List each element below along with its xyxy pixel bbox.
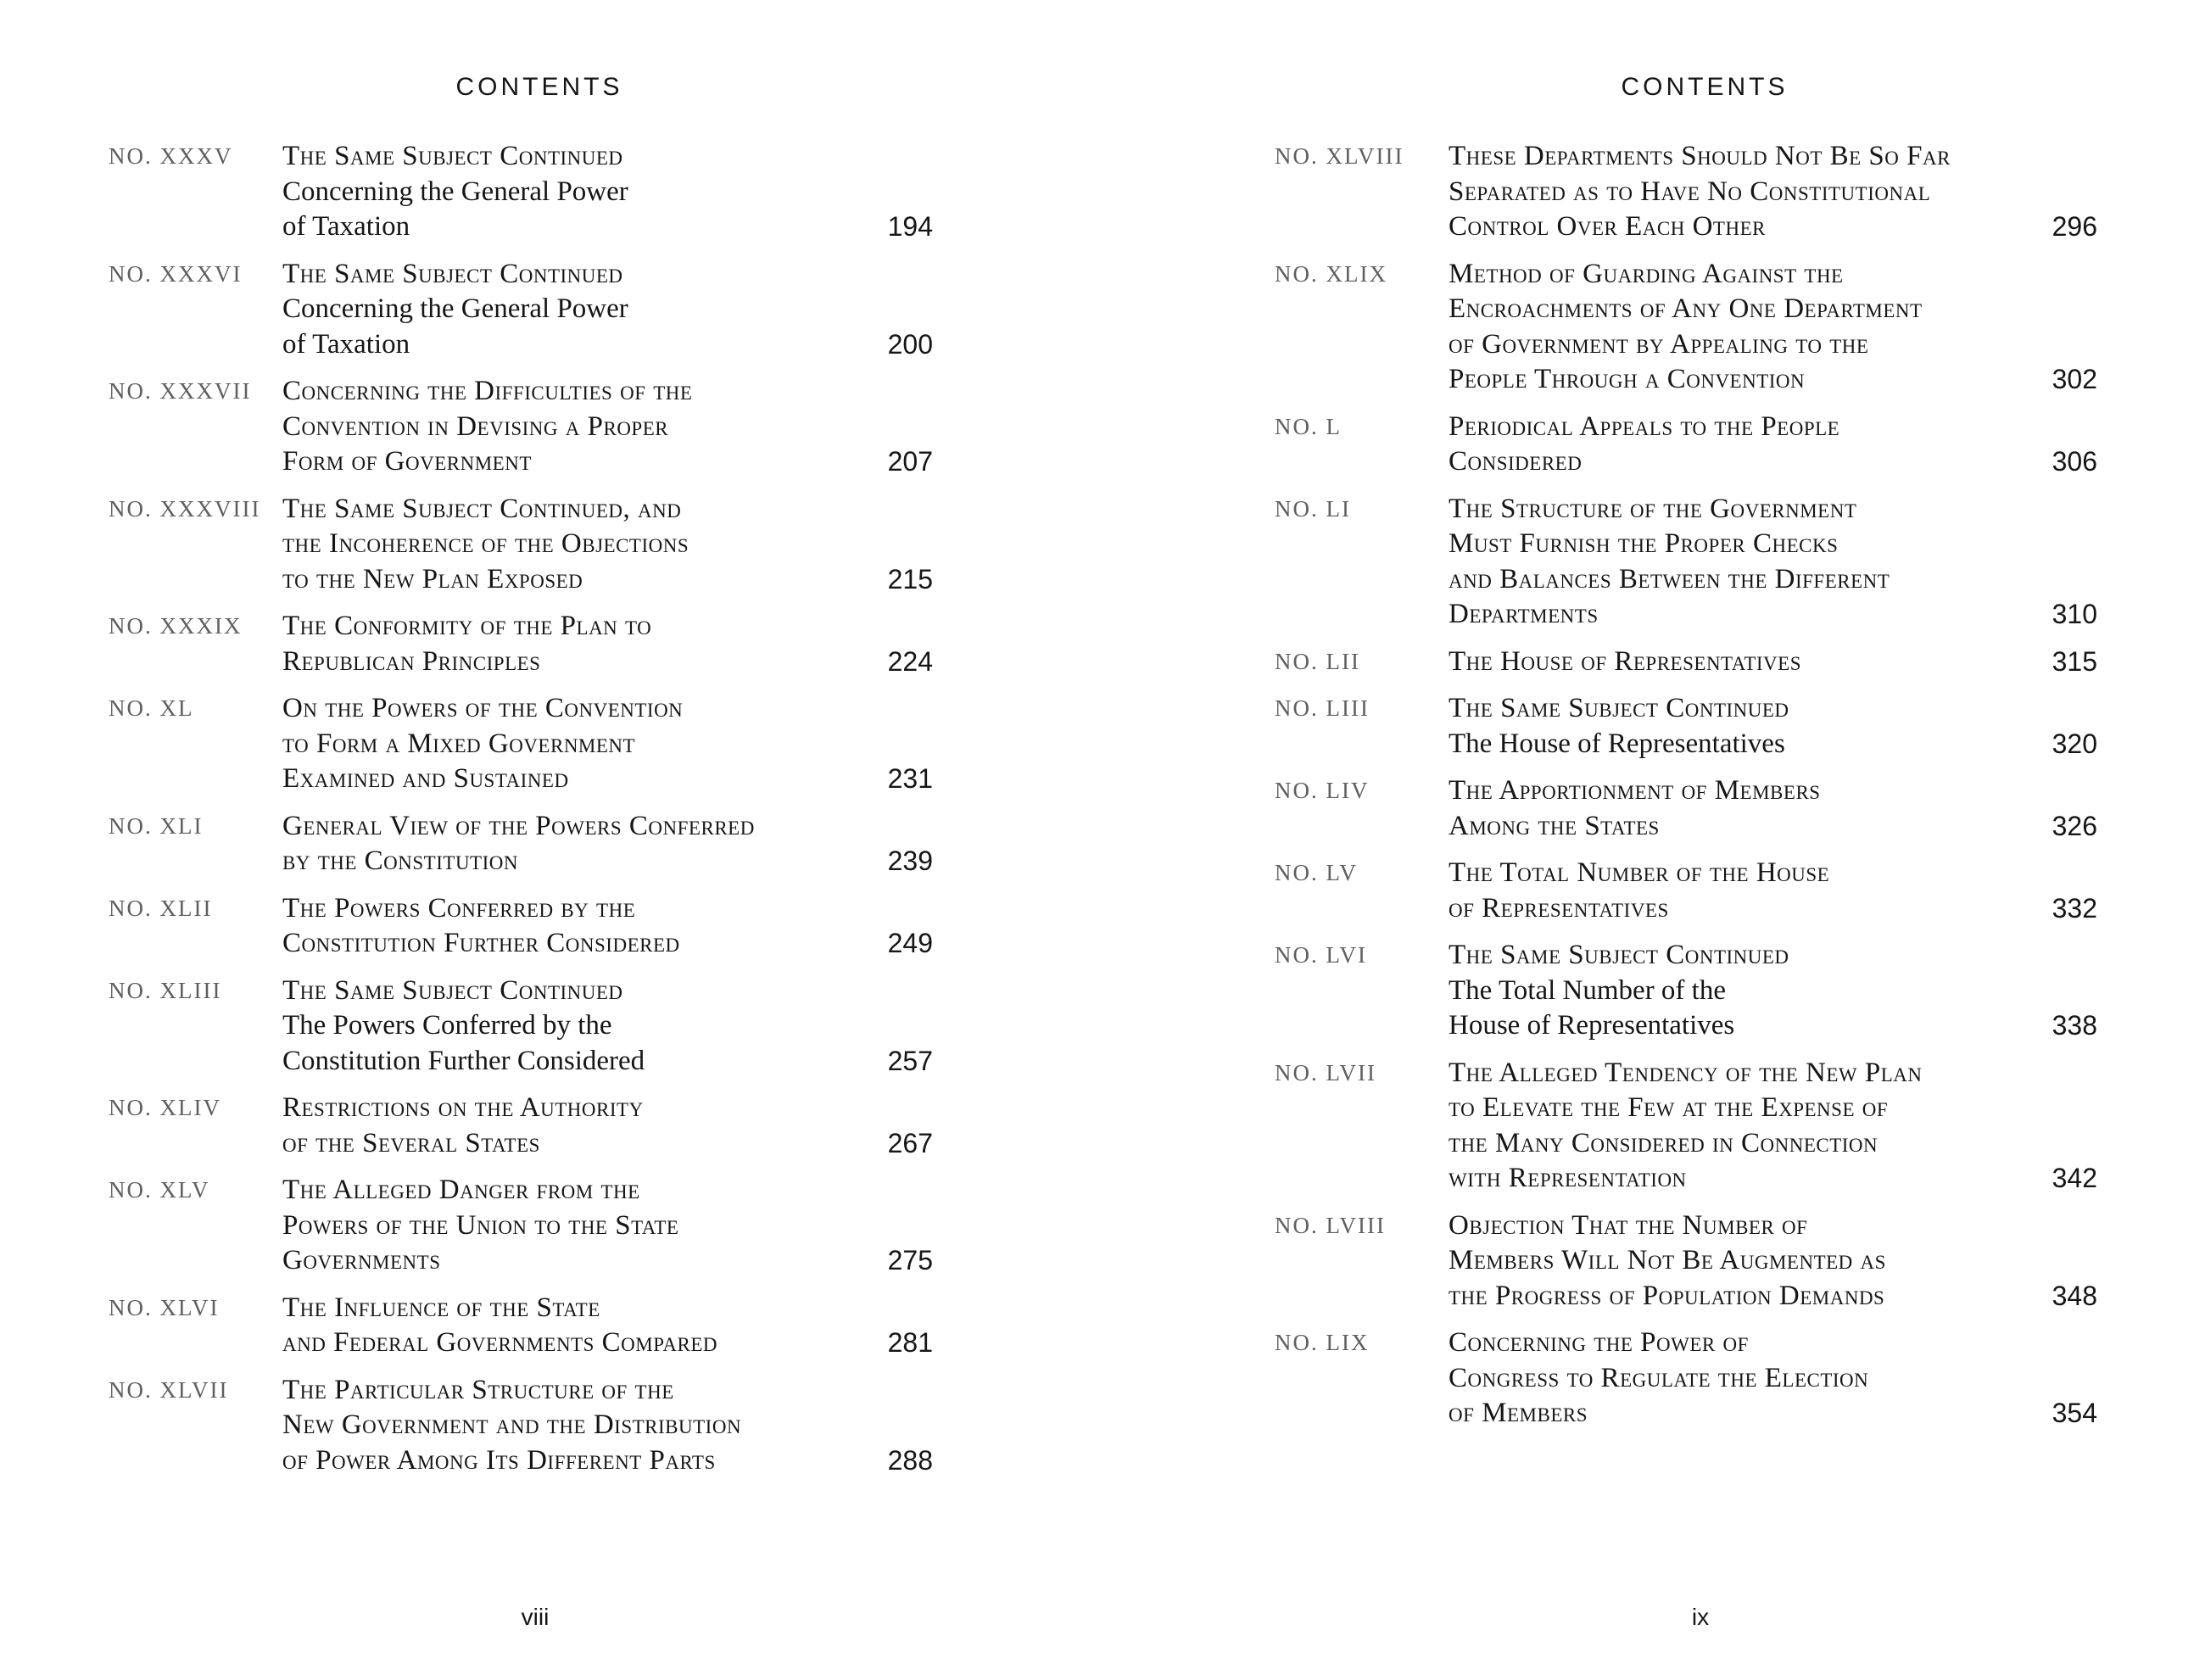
essay-number: NO. LVII — [1275, 1059, 1376, 1086]
essay-title — [282, 809, 840, 879]
essay-title — [1449, 139, 2004, 245]
essay-title-line: Restrictions on the Authority — [282, 1092, 644, 1123]
toc-entry — [109, 139, 933, 245]
essay-page-number: 231 — [887, 763, 933, 794]
essay-title-line: The Same Subject Continued, and — [282, 493, 682, 524]
essay-title-line: Control Over Each Other — [1449, 211, 1766, 242]
essay-page-number: 342 — [2051, 1163, 2097, 1193]
essay-page-number: 332 — [2051, 892, 2097, 924]
essay-page-number: 281 — [887, 1327, 933, 1358]
toc-entry — [1275, 645, 2097, 680]
essay-title-line: The House of Representatives — [1449, 728, 1785, 759]
essay-page-number: 288 — [887, 1444, 933, 1476]
toc-entry — [1275, 257, 2097, 398]
essay-page-number: 194 — [887, 211, 933, 242]
essay-title-line: the Progress of Population Demands — [1449, 1280, 1885, 1311]
essay-title-line: Members Will Not Be Augmented as — [1449, 1245, 1886, 1275]
essay-page-number: 326 — [2051, 810, 2097, 841]
toc-entry — [1275, 1326, 2097, 1432]
essay-number: NO. XLVI — [109, 1294, 220, 1320]
toc-entry — [109, 374, 933, 480]
essay-title — [1449, 1208, 2004, 1314]
essay-number: NO. LII — [1275, 648, 1360, 674]
essay-title-line: The Conformity of the Plan to — [282, 611, 652, 641]
essay-title — [282, 609, 840, 679]
essay-title — [282, 1091, 840, 1161]
page-heading: CONTENTS — [455, 73, 623, 101]
toc-entry — [1275, 1208, 2097, 1314]
essay-title-line: Examined and Sustained — [282, 763, 569, 794]
essay-title — [1449, 257, 2004, 398]
essay-title-line: Objection That the Number of — [1449, 1209, 1808, 1241]
essay-title — [282, 492, 840, 598]
essay-number: NO. LI — [1275, 495, 1351, 522]
essay-title-line: Concerning the Power of — [1449, 1327, 1749, 1358]
toc-entries-right — [1275, 139, 2097, 1443]
toc-entry — [109, 974, 933, 1080]
toc-entry — [109, 1173, 933, 1279]
essay-title — [282, 1373, 840, 1479]
essay-title-line: The Same Subject Continued — [1449, 693, 1789, 723]
toc-entry — [109, 492, 933, 598]
toc-entry — [1275, 691, 2097, 762]
essay-number: NO. LIV — [1275, 778, 1370, 803]
essay-title-line: General View of the Powers Conferred — [282, 810, 755, 841]
toc-entry — [109, 609, 933, 679]
essay-number: NO. XLII — [109, 895, 213, 921]
essay-title — [1449, 856, 2004, 926]
essay-page-number: 306 — [2051, 446, 2097, 477]
contents-page-right — [1275, 0, 2097, 1680]
essay-title-line: of Government by Appealing to the — [1449, 328, 1869, 360]
page-heading: CONTENTS — [1621, 73, 1789, 101]
essay-page-number: 348 — [2051, 1280, 2097, 1311]
toc-entry — [1275, 139, 2097, 245]
essay-title — [1449, 691, 2004, 762]
essay-title-line: The Powers Conferred by the — [282, 892, 636, 924]
essay-number: NO. XXXVII — [109, 378, 252, 404]
essay-title-line: Form of Government — [282, 446, 532, 477]
essay-title — [282, 691, 840, 797]
essay-title-line: Constitution Further Considered — [282, 928, 680, 958]
essay-title-line: Among the States — [1449, 810, 1660, 841]
toc-entry — [1275, 938, 2097, 1044]
essay-number: NO. XLI — [109, 812, 204, 839]
essay-number: NO. LV — [1275, 860, 1359, 885]
toc-entry — [1275, 1056, 2097, 1197]
essay-page-number: 320 — [2051, 728, 2097, 759]
essay-number: NO. XL — [109, 695, 194, 721]
essay-title-line: House of Representatives — [1449, 1010, 1735, 1041]
toc-entry — [109, 809, 933, 879]
essay-title-line: The Same Subject Continued — [1449, 940, 1789, 970]
essay-number: NO. XXXIX — [109, 613, 243, 639]
essay-number: NO. LVIII — [1275, 1212, 1386, 1238]
essay-title-line: The Alleged Tendency of the New Plan — [1449, 1057, 1923, 1088]
essay-number: NO. LIX — [1275, 1330, 1370, 1355]
essay-page-number: 354 — [2051, 1398, 2097, 1428]
folio-left: viii — [521, 1604, 550, 1630]
toc-entry — [1275, 856, 2097, 926]
essay-page-number: 224 — [887, 645, 933, 677]
essay-page-number: 338 — [2051, 1010, 2097, 1041]
toc-entry — [109, 691, 933, 797]
essay-title — [282, 1291, 840, 1361]
essay-number: NO. XLVIII — [1275, 143, 1404, 169]
essay-title — [282, 891, 840, 962]
essay-number: NO. XLIV — [109, 1095, 221, 1120]
essay-title — [1449, 492, 2004, 633]
essay-title-line: to the New Plan Exposed — [282, 563, 583, 594]
toc-entry — [109, 1091, 933, 1161]
essay-title-line: Constitution Further Considered — [282, 1045, 645, 1076]
essay-title-line: The Total Number of the House — [1449, 857, 1830, 888]
essay-title-line: The Same Subject Continued — [282, 258, 623, 289]
toc-entry — [109, 891, 933, 962]
essay-page-number: 215 — [887, 563, 933, 594]
essay-title-line: the Incoherence of the Objections — [282, 528, 689, 559]
essay-title-line: of the Several States — [282, 1127, 540, 1158]
essay-title-line: The Same Subject Continued — [282, 141, 623, 171]
toc-entry — [109, 1373, 933, 1479]
essay-page-number: 207 — [887, 446, 933, 477]
essay-title — [282, 1173, 840, 1279]
essay-title-line: Separated as to Have No Constitutional — [1449, 176, 1931, 207]
essay-title — [282, 374, 840, 480]
essay-title-line: The Same Subject Continued — [282, 974, 623, 1006]
toc-entry — [1275, 410, 2097, 480]
essay-title-line: The Particular Structure of the — [282, 1374, 674, 1405]
essay-title-line: Encroachments of Any One Department — [1449, 293, 1923, 324]
essay-title-line: These Departments Should Not Be So Far — [1449, 141, 1951, 171]
essay-title-line: of Taxation — [282, 211, 410, 242]
essay-title-line: The Powers Conferred by the — [282, 1010, 612, 1041]
essay-title-line: Convention in Devising a Proper — [282, 410, 669, 442]
essay-title — [1449, 1326, 2004, 1432]
essay-title-line: Congress to Regulate the Election — [1449, 1362, 1869, 1393]
essay-title-line: Departments — [1449, 599, 1599, 629]
essay-page-number: 267 — [887, 1127, 933, 1158]
essay-title-line: and Federal Governments Compared — [282, 1327, 718, 1358]
toc-entry — [1275, 492, 2097, 633]
essay-number: NO. L — [1275, 413, 1342, 439]
essay-title — [282, 974, 840, 1080]
contents-page-left — [109, 0, 933, 1680]
essay-title-line: Must Furnish the Proper Checks — [1449, 528, 1839, 559]
essay-title-line: The Structure of the Government — [1449, 493, 1857, 524]
essay-title-line: by the Constitution — [282, 846, 518, 876]
toc-entry — [109, 257, 933, 363]
essay-number: NO. XLV — [109, 1177, 210, 1203]
essay-title-line: and Balances Between the Different — [1449, 563, 1890, 594]
essay-title-line: Concerning the Difficulties of the — [282, 376, 693, 406]
essay-title-line: Powers of the Union to the State — [282, 1209, 679, 1241]
essay-title-line: to Form a Mixed Government — [282, 728, 636, 759]
essay-page-number: 249 — [887, 928, 933, 958]
essay-title — [282, 139, 840, 245]
essay-title-line: Concerning the General Power — [282, 293, 628, 324]
essay-title-line: The Apportionment of Members — [1449, 775, 1821, 806]
essay-title — [1449, 773, 2004, 844]
essay-page-number: 302 — [2051, 364, 2097, 394]
essay-page-number: 200 — [887, 328, 933, 360]
toc-entry — [109, 1291, 933, 1361]
essay-title — [1449, 410, 2004, 480]
toc-entry — [1275, 773, 2097, 844]
essay-title-line: People Through a Convention — [1449, 364, 1806, 394]
essay-number: NO. XXXV — [109, 143, 233, 169]
essay-title-line: of Representatives — [1449, 892, 1669, 924]
essay-title-line: of Taxation — [282, 328, 410, 360]
essay-title-line: to Elevate the Few at the Expense of — [1449, 1092, 1889, 1123]
essay-title-line: On the Powers of the Convention — [282, 693, 684, 723]
essay-number: NO. LVI — [1275, 942, 1368, 968]
toc-entries-left — [109, 139, 933, 1490]
essay-title-line: Republican Principles — [282, 645, 541, 677]
essay-page-number: 257 — [887, 1045, 933, 1076]
essay-title-line: the Many Considered in Connection — [1449, 1127, 1878, 1158]
essay-title-line: Concerning the General Power — [282, 176, 628, 207]
essay-number: NO. XXXVI — [109, 260, 243, 287]
essay-title-line: of Power Among Its Different Parts — [282, 1444, 716, 1476]
essay-title-line: Method of Guarding Against the — [1449, 258, 1844, 289]
essay-number: NO. XLIX — [1275, 260, 1387, 287]
essay-title-line: The Alleged Danger from the — [282, 1175, 640, 1205]
essay-title — [1449, 1056, 2004, 1197]
essay-title-line: Periodical Appeals to the People — [1449, 410, 1840, 442]
essay-title — [282, 257, 840, 363]
essay-title — [1449, 645, 2004, 680]
essay-page-number: 239 — [887, 846, 933, 876]
essay-title-line: Considered — [1449, 446, 1583, 477]
essay-page-number: 296 — [2051, 211, 2097, 242]
essay-title-line: of Members — [1449, 1398, 1588, 1428]
essay-title-line: New Government and the Distribution — [282, 1409, 742, 1440]
essay-title-line: The Influence of the State — [282, 1292, 600, 1323]
essay-page-number: 310 — [2051, 599, 2097, 629]
essay-title-line: Governments — [282, 1245, 441, 1275]
essay-title — [1449, 938, 2004, 1044]
essay-page-number: 315 — [2051, 645, 2097, 677]
essay-number: NO. XLIII — [109, 977, 222, 1003]
essay-page-number: 275 — [887, 1245, 933, 1275]
essay-number: NO. XLVII — [109, 1376, 229, 1403]
folio-right: ix — [1691, 1604, 1710, 1630]
essay-title-line: with Representation — [1449, 1163, 1687, 1193]
essay-title-line: The Total Number of the — [1449, 974, 1726, 1006]
essay-title-line: The House of Representatives — [1449, 645, 1801, 677]
essay-number: NO. XXXVIII — [109, 495, 261, 522]
essay-number: NO. LIII — [1275, 695, 1370, 721]
